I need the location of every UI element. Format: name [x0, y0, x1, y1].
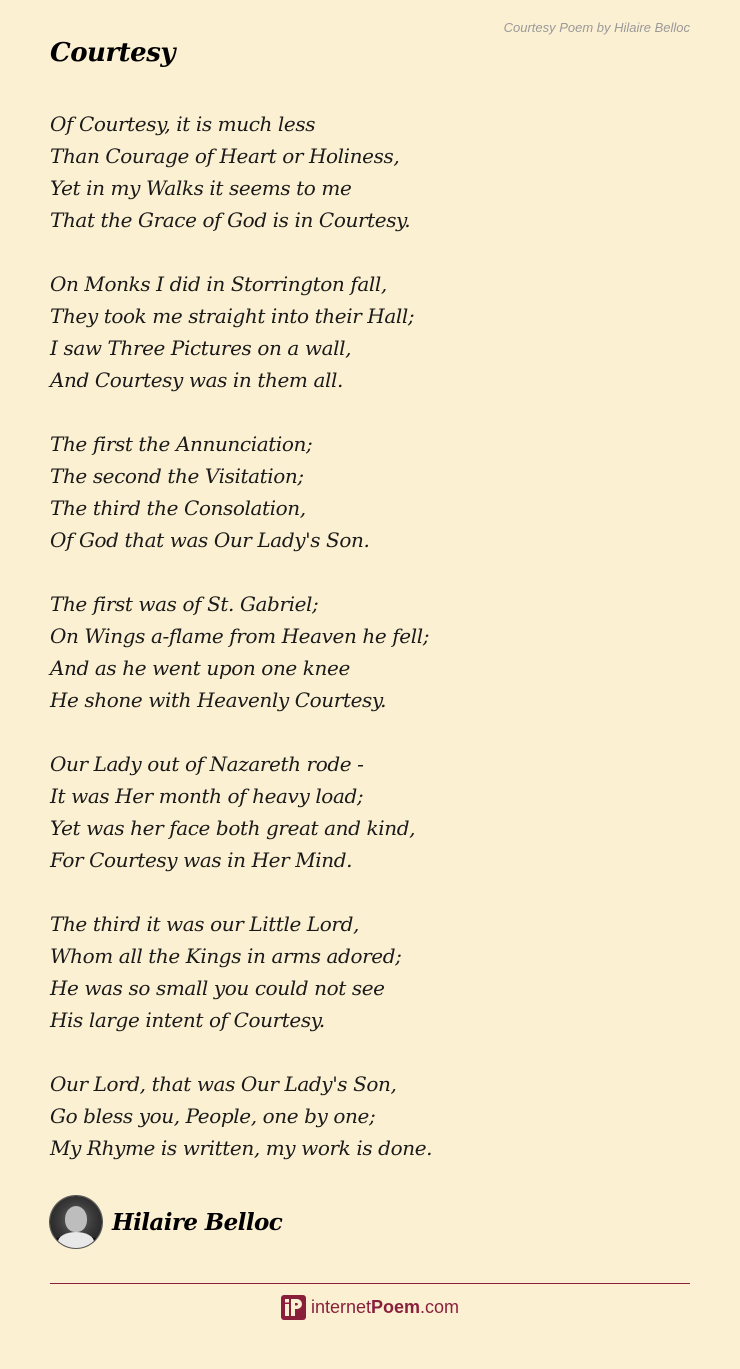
stanza-5 [50, 748, 690, 876]
poem-credit: Courtesy Poem by Hilaire Belloc [503, 20, 690, 35]
author-row[interactable] [50, 1196, 282, 1248]
poem-line: Our Lady out of Nazareth rode - [50, 752, 364, 776]
stanza-4 [50, 588, 690, 716]
internetpoem-logo-icon [281, 1295, 306, 1320]
poem-line: The first the Annunciation; [50, 432, 313, 456]
poem-line: I saw Three Pictures on a wall, [50, 336, 352, 360]
poem-line: His large intent of Courtesy. [50, 1008, 325, 1032]
stanza-7 [50, 1068, 690, 1164]
poem-title: Courtesy [50, 38, 175, 68]
poem-line: Yet was her face both great and kind, [50, 816, 416, 840]
poem-line: They took me straight into their Hall; [50, 304, 415, 328]
poem-line: And Courtesy was in them all. [50, 368, 343, 392]
poem-line: Of God that was Our Lady's Son. [50, 528, 370, 552]
portrait-collar [58, 1232, 94, 1248]
poem-line: Whom all the Kings in arms adored; [50, 944, 402, 968]
logo-text [311, 1297, 459, 1318]
author-name-link[interactable]: Hilaire Belloc [112, 1208, 283, 1236]
poem-body [50, 108, 690, 1196]
poem-line: And as he went upon one knee [50, 656, 350, 680]
footer-divider [50, 1283, 690, 1284]
stanza-6 [50, 908, 690, 1036]
poem-line: The second the Visitation; [50, 464, 304, 488]
stanza-3 [50, 428, 690, 556]
stanza-2 [50, 268, 690, 396]
poem-line: The third it was our Little Lord, [50, 912, 359, 936]
poem-line: The third the Consolation, [50, 496, 306, 520]
author-portrait-avatar[interactable] [50, 1196, 102, 1248]
stanza-1 [50, 108, 690, 236]
site-logo-link[interactable] [0, 1295, 740, 1320]
poem-line: On Monks I did in Storrington fall, [50, 272, 387, 296]
logo-text-com: .com [420, 1297, 460, 1317]
poem-line: Our Lord, that was Our Lady's Son, [50, 1072, 397, 1096]
logo-text-internet: internet [310, 1297, 371, 1317]
poem-line: Than Courage of Heart or Holiness, [50, 144, 400, 168]
poem-line: That the Grace of God is in Courtesy. [50, 208, 411, 232]
poem-line: He shone with Heavenly Courtesy. [50, 688, 387, 712]
poem-line: The first was of St. Gabriel; [50, 592, 319, 616]
poem-line: On Wings a-flame from Heaven he fell; [50, 624, 430, 648]
poem-line: He was so small you could not see [50, 976, 385, 1000]
poem-line: Of Courtesy, it is much less [50, 112, 316, 136]
poem-line: It was Her month of heavy load; [50, 784, 364, 808]
logo-text-poem: Poem [371, 1297, 421, 1317]
poem-line: Yet in my Walks it seems to me [50, 176, 352, 200]
poem-line: For Courtesy was in Her Mind. [50, 848, 353, 872]
portrait-face [65, 1206, 87, 1232]
poem-line: Go bless you, People, one by one; [50, 1104, 376, 1128]
poem-line: My Rhyme is written, my work is done. [50, 1136, 433, 1160]
